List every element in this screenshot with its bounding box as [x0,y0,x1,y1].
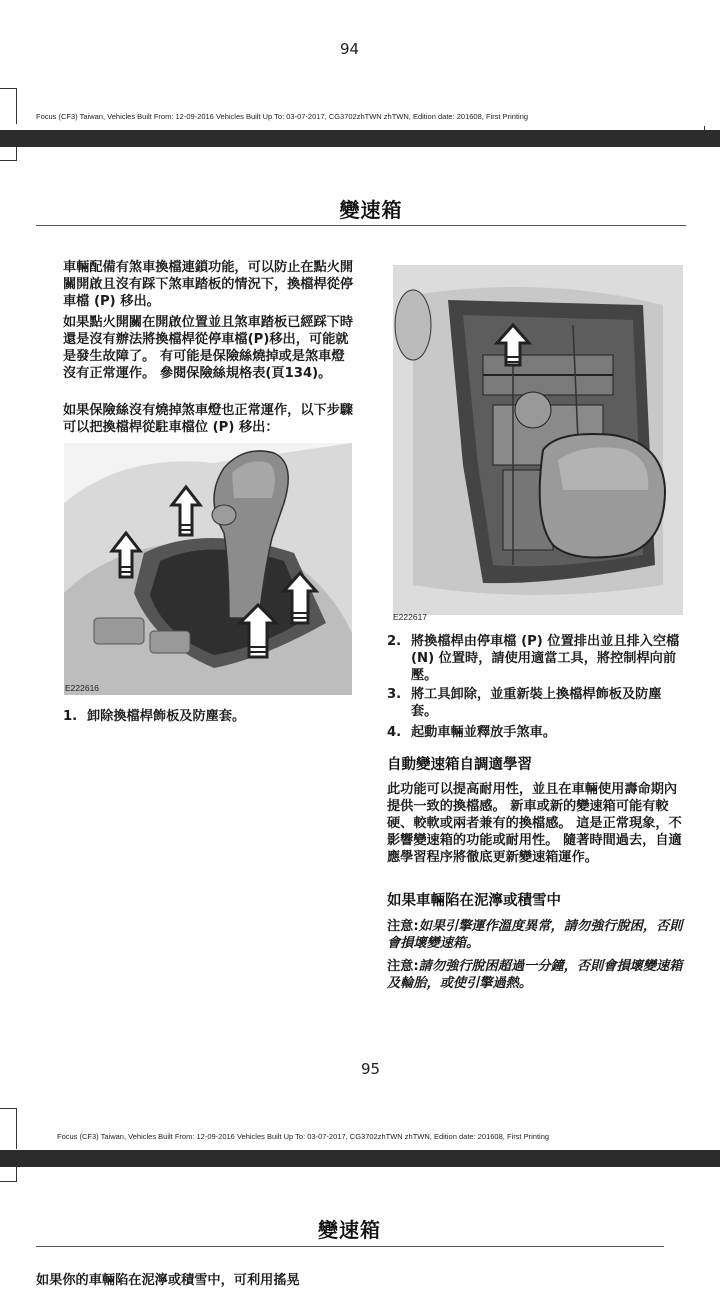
figure-shifter-mechanism [393,265,683,615]
crop-mark [0,1108,17,1149]
page-divider-bar [0,130,720,147]
step-number: 2. [387,634,402,649]
figure-right-caption: E222617 [393,612,428,622]
step-text: 卸除換檔桿飾板及防塵套。 [87,709,246,724]
section-title-bottom: 變速箱 [318,1218,381,1242]
figure-shifter-trim [64,443,352,695]
figure-left-caption: E222616 [65,683,100,693]
title-rule-bottom [36,1246,664,1247]
crop-mark [0,1166,17,1182]
step-item [387,724,687,742]
step-number: 3. [387,687,402,702]
page-divider-bar [0,1150,720,1167]
steps-intro-paragraph: 如果保險絲沒有燒掉煞車燈也正常運作，以下步驟可以把換檔桿從駐車檔位 (P) 移出： [63,403,354,435]
note-text: 如果引擎運作溫度異常，請勿強行脫困，否則會損壞變速箱。 [387,919,683,951]
adaptive-paragraph: 此功能可以提高耐用性，並且在車輛使用壽命期內提供一致的換檔感。 新車或新的變速箱可能有較硬、較軟或兩者兼有的換檔感。 這是正常現象，不影響變速箱的功能或耐用性。 隨著時間過去，自適應學習程序將徹底更新變速箱運作。 [387,782,682,865]
note-text: 請勿強行脫困超過一分鐘，否則會損壞變速箱及輪胎，或使引擎過熱。 [387,959,683,991]
footer-text-bottom: Focus (CF3) Taiwan, Vehicles Built From: 12-09-2016 Vehicles Built Up To: 03-07-2017, CG3702zhTWN zhTWN, Edition date: 201608, First Printing [57,1132,550,1141]
fuse-spec-link[interactable]: 保險絲規格表 [186,366,266,381]
heading-stuck-vehicle: 如果車輛陷在泥濘或積雪中 [387,893,561,909]
step-number: 1. [63,709,78,724]
step-number: 4. [387,725,402,740]
fault-paragraph [63,314,357,382]
step-item [387,686,687,722]
title-rule [36,225,686,226]
step-text: 起動車輛並釋放手煞車。 [411,725,557,740]
heading-adaptive-learning: 自動變速箱自調適學習 [387,757,532,773]
page-number-top: 94 [340,40,360,58]
note-label: 注意: [387,959,419,974]
shifter-trim-illustration [64,443,352,695]
cut-off-line: 如果你的車輛陷在泥濘或積雪中，可利用搖晃 [36,1273,300,1288]
intro-paragraph: 車輛配備有煞車換檔連鎖功能，可以防止在點火開關開啟且沒有踩下煞車踏板的情況下，換檔桿從停車檔 (P) 移出。 [63,260,354,309]
fault-paragraph-text: 如果點火開關在開啟位置並且煞車踏板已經踩下時還是沒有辦法將換檔桿從停車檔(P)移出，可能就是發生故障了。 有可能是保險絲燒掉或是煞車燈沒有正常運作。 參閱 [63,315,354,381]
step-text: 將工具卸除，並重新裝上換檔桿飾板及防塵套。 [411,687,662,719]
crop-mark [0,88,17,124]
caution-note-1 [387,918,683,952]
page-number-bottom: 95 [361,1060,381,1078]
footer-text: Focus (CF3) Taiwan, Vehicles Built From: 12-09-2016 Vehicles Built Up To: 03-07-2017, CG3702zhTWN zhTWN, Edition date: 201608, First Printing [36,112,529,121]
step-text: 將換檔桿由停車檔 (P) 位置排出並且排入空檔 (N) 位置時，請使用適當工具，將控制桿向前壓。 [411,634,680,683]
fault-paragraph-tail: (頁134)。 [265,366,332,381]
crop-mark [0,146,17,161]
caution-note-2 [387,958,683,992]
section-title: 變速箱 [339,198,403,222]
note-label: 注意: [387,919,419,934]
step-item [387,633,687,685]
shifter-mechanism-illustration [393,265,683,615]
step-item [63,708,355,726]
